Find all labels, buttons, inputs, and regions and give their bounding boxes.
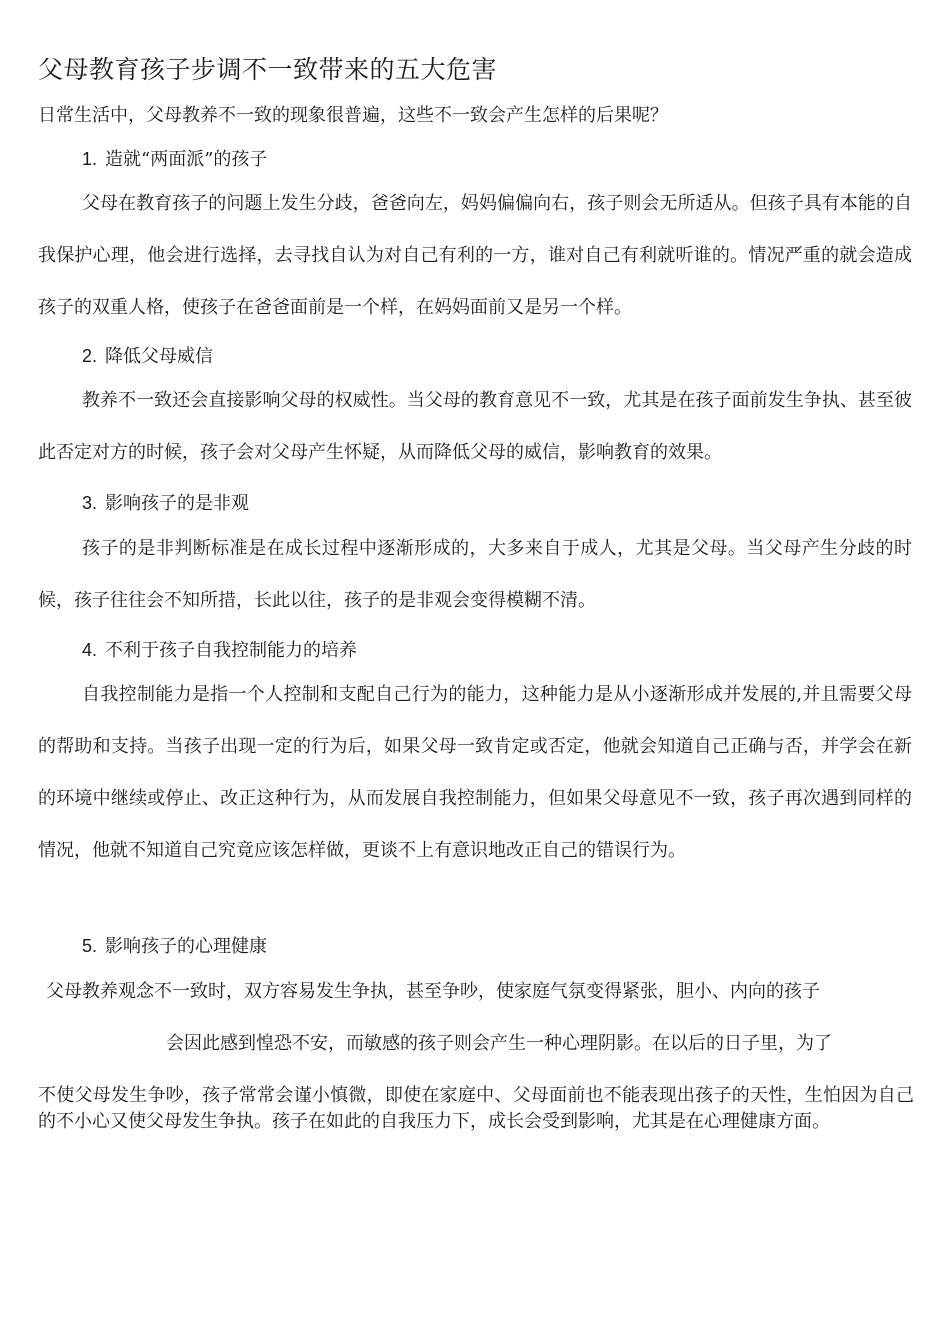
section-number-2: 2.: [82, 346, 98, 366]
document-title: 父母教育孩子步调不一致带来的五大危害: [38, 55, 498, 84]
section-body-3: 孩子的是非判断标准是在成长过程中逐渐形成的，大多来自于成人，尤其是父母。当父母产生分歧的时候，孩子往往会不知所措，长此以往，孩子的是非观会变得模糊不清。: [38, 538, 912, 611]
section-body-5: [38, 979, 914, 1135]
section-heading-5: [82, 932, 267, 958]
section-body-5-line-1: 父母教养观念不一致时，双方容易发生争执，甚至争吵，使家庭气氛变得紧张，胆小、内向的孩子: [46, 981, 820, 1002]
section-heading-text-5: 影响孩子的心理健康: [105, 936, 268, 957]
section-body-5-line-2: 会因此感到惶恐不安，而敏感的孩子则会产生一种心理阴影。在以后的日子里，为了: [166, 1033, 832, 1054]
section-heading-text-3: 影响孩子的是非观: [105, 493, 250, 514]
section-heading-text-4: 不利于孩子自我控制能力的培养: [105, 640, 358, 661]
section-heading-4: [82, 636, 357, 662]
section-heading-2: [82, 342, 213, 368]
section-body-2: 教养不一致还会直接影响父母的权威性。当父母的教育意见不一致，尤其是在孩子面前发生争执、甚至彼此否定对方的时候，孩子会对父母产生怀疑，从而降低父母的威信，影响教育的效果。: [38, 390, 912, 463]
section-number-1: 1.: [82, 149, 98, 169]
intro-paragraph: 日常生活中，父母教养不一致的现象很普遍，这些不一致会产生怎样的后果呢？: [38, 105, 668, 126]
section-body-5-rest: 不使父母发生争吵，孩子常常会谨小慎微，即使在家庭中、父母面前也不能表现出孩子的天性，生怕因为自己的不小心又使父母发生争执。孩子在如此的自我压力下，成长会受到影响，尤其是在心理健康方面。: [38, 1085, 914, 1132]
section-number-3: 3.: [82, 493, 98, 513]
section-number-5: 5.: [82, 936, 98, 956]
section-heading-text-2: 降低父母威信: [105, 346, 214, 367]
section-body-1: 父母在教育孩子的问题上发生分歧，爸爸向左，妈妈偏偏向右，孩子则会无所适从。但孩子具有本能的自我保护心理，他会进行选择，去寻找自认为对自己有利的一方，谁对自己有利就听谁的。情况严重的就会造成孩子的双重人格，使孩子在爸爸面前是一个样，在妈妈面前又是另一个样。: [38, 193, 912, 318]
section-body-4: 自我控制能力是指一个人控制和支配自己行为的能力，这种能力是从小逐渐形成并发展的,并且需要父母的帮助和支持。当孩子出现一定的行为后，如果父母一致肯定或否定，他就会知道自己正确与否，并学会在新的环境中继续或停止、改正这种行为，从而发展自我控制能力，但如果父母意见不一致，孩子再次遇到同样的情况，他就不知道自己究竟应该怎样做，更谈不上有意识地改正自己的错误行为。: [38, 684, 912, 861]
section-number-4: 4.: [82, 640, 98, 660]
section-heading-1: [82, 145, 267, 171]
section-heading-3: [82, 489, 249, 515]
section-heading-text-1: 造就“两面派”的孩子: [105, 149, 268, 170]
